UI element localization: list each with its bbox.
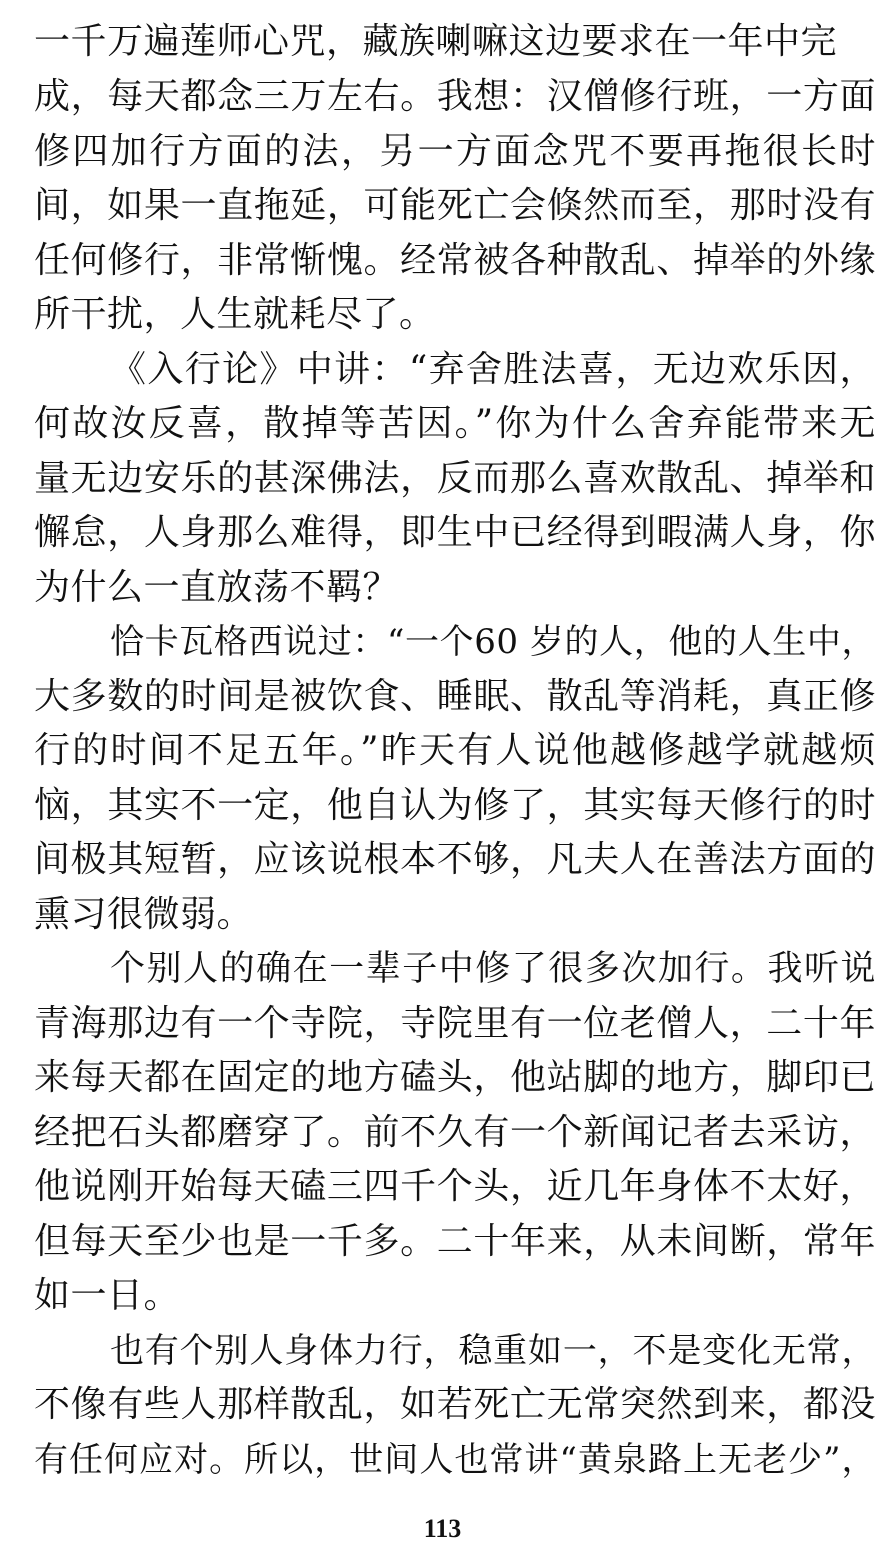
text-line: 成，每天都念三万左右。我想：汉僧修行班，一方面 (34, 76, 876, 117)
text-line: 任何修行，非常惭愧。经常被各种散乱、掉举的外缘 (34, 240, 876, 281)
text-line: 但每天至少也是一千多。二十年来，从未间断，常年 (34, 1221, 876, 1262)
text-line: 也有个别人身体力行，稳重如一，不是变化无常， (110, 1331, 876, 1371)
text-line: 修四加行方面的法，另一方面念咒不要再拖很长时 (34, 131, 876, 172)
text-line: 个别人的确在一辈子中修了很多次加行。我听说 (110, 949, 876, 989)
text-line: 不像有些人那样散乱，如若死亡无常突然到来，都没 (34, 1384, 876, 1425)
text-line: 懈怠，人身那么难得，即生中已经得到暇满人身，你 (34, 512, 876, 553)
text-line: 恼，其实不一定，他自认为修了，其实每天修行的时 (34, 785, 876, 826)
text-line: 一千万遍莲师心咒，藏族喇嘛这边要求在一年中完 (34, 21, 838, 62)
text-line: 间，如果一直拖延，可能死亡会倏然而至，那时没有 (34, 185, 876, 226)
text-line: 经把石头都磨穿了。前不久有一个新闻记者去采访， (34, 1112, 876, 1153)
page-number: 113 (423, 1514, 462, 1543)
text-line: 来每天都在固定的地方磕头，他站脚的地方，脚印已 (34, 1057, 876, 1098)
text-line: 如一日。 (34, 1275, 181, 1316)
text-line: 恰卡瓦格西说过：“一个60 岁的人，他的人生中， (110, 622, 876, 662)
text-line: 为什么一直放荡不羁？ (34, 567, 400, 608)
text-line: 他说刚开始每天磕三四千个头，近几年身体不太好， (34, 1166, 876, 1207)
text-line: 行的时间不足五年。”昨天有人说他越修越学就越烦 (34, 730, 876, 771)
text-line: 所干扰，人生就耗尽了。 (34, 294, 436, 335)
text-line: 青海那边有一个寺院，寺院里有一位老僧人，二十年 (34, 1003, 876, 1044)
text-line: 《入行论》中讲：“弃舍胜法喜，无边欢乐因， (110, 349, 876, 390)
text-line: 熏习很微弱。 (34, 894, 254, 935)
text-line: 间极其短暂，应该说根本不够，凡夫人在善法方面的 (34, 839, 876, 880)
text-line: 何故汝反喜，散掉等苦因。”你为什么舍弃能带来无 (34, 403, 876, 444)
text-line: 大多数的时间是被饮食、睡眠、散乱等消耗，真正修 (34, 676, 876, 717)
text-line: 有任何应对。所以，世间人也常讲“黄泉路上无老少”， (34, 1440, 876, 1480)
text-line: 量无边安乐的甚深佛法，反而那么喜欢散乱、掉举和 (34, 458, 876, 499)
